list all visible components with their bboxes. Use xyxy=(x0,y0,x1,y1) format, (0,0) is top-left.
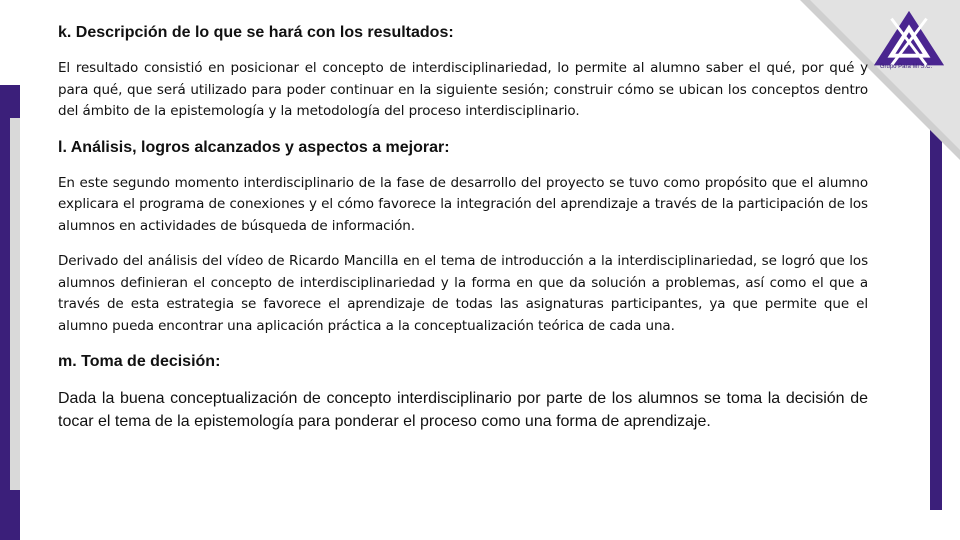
left-gray-bar xyxy=(10,118,20,490)
section-m-heading: m. Toma de decisión: xyxy=(58,353,221,370)
document-content xyxy=(58,22,868,433)
section-k-heading: k. Descripción de lo que se hará con los resultados: xyxy=(58,24,454,41)
section-l-paragraph-1: En este segundo momento interdisciplinario de la fase de desarrollo del proyecto se tuvo como propósito que el alumno explicara el programa de conexiones y el cómo favorece la integración del aprendizaje a través de la participación de los alumnos en actividades de búsqueda de información. xyxy=(58,174,868,234)
section-l-paragraph-2: Derivado del análisis del vídeo de Ricardo Mancilla en el tema de introducción a la interdisciplinariedad, se logró que los alumnos definieran el concepto de interdisciplinariedad y la forma en que da solución a problemas, así como el que a través de esta estrategia se favorece el aprendizaje de todas las asignaturas participantes, ya que permite que el alumno pueda encontrar una aplicación práctica a la conceptualización teórica de cada una. xyxy=(58,253,868,334)
right-accent-bar xyxy=(930,130,942,510)
section-m-paragraph: Dada la buena conceptualización de concepto interdisciplinario por parte de los alumnos se toma la decisión de tocar el tema de la epistemología para ponderar el proceso como una forma de aprendizaje. xyxy=(58,390,868,430)
section-l-heading: l. Análisis, logros alcanzados y aspectos a mejorar: xyxy=(58,138,450,156)
section-k-paragraph: El resultado consistió en posicionar el concepto de interdisciplinariedad, lo permite al alumno saber el qué, por qué y para qué, que será utilizado para poder continuar en la siguiente sesión; construir cómo se ubican los conceptos dentro del ámbito de la epistemología y la metodología del proceso interdisciplinario. xyxy=(58,60,868,119)
logo-text: Grupo Para Mi S.C. xyxy=(879,64,933,70)
